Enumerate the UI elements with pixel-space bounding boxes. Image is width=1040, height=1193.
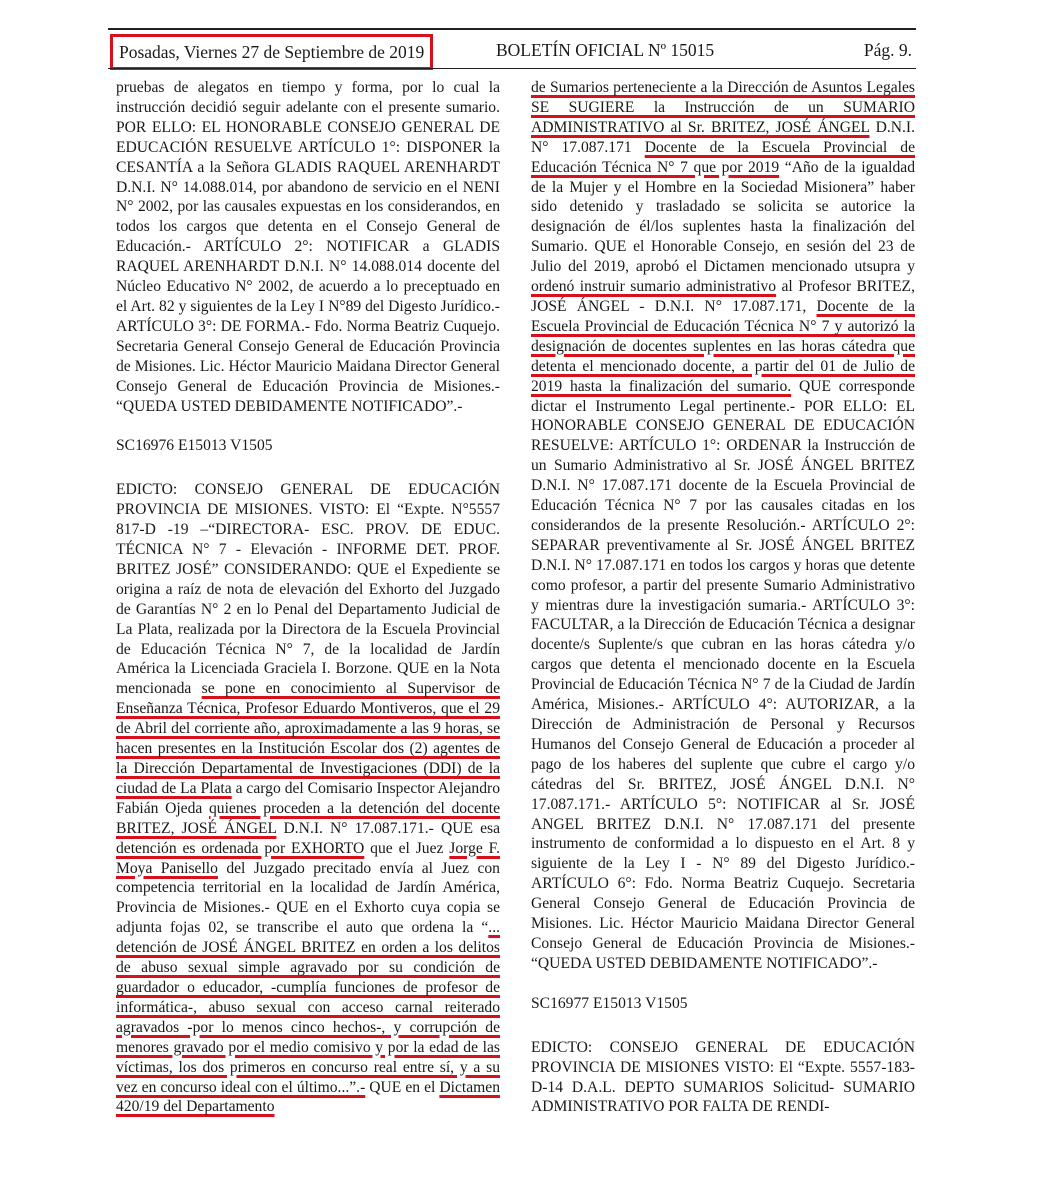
header-bulletin-title: BOLETÍN OFICIAL Nº 15015 <box>496 40 715 60</box>
body-text: “Año de la igualdad de la Mujer y el Hombre en la Sociedad Misionera” haber sido detenido y trasladado se solicita se autorice la designación de él/los suplentes hasta la finalización del Sumario. QUE el Honorable Consejo, en sesión del 23 de Julio del 2019, aprobó el Dictamen mencionado utsupra y <box>531 158 915 276</box>
resolution-paragraph: pruebas de alegatos en tiempo y forma, por lo cual la instrucción decidió seguir adelante con el presente sumario. POR ELLO: EL HONORABLE CONSEJO GENERAL DE EDUCACIÓN RESUELVE ARTÍCULO 1°: DISPONER la CESANTÍA a la Señora GLADIS RAQUEL ARENHARDT D.N.I. N° 14.088.014, por abandono de servicio en el NENI N° 2002, por las causales expuestas en los considerandos, en todos los cargos que detenta en el Consejo General de Educación.- ARTÍCULO 2°: NOTIFICAR a GLADIS RAQUEL ARENHARDT D.N.I. N° 14.088.014 docente del Núcleo Educativo N° 2002, de acuerdo a lo preceptuado en el Art. 82 y siguientes de la Ley I N°89 del Digesto Jurídico.- ARTÍCULO 3°: DE FORMA.- Fdo. Norma Beatriz Cuquejo. Secretaria General Consejo General de Educación Provincia de Misiones. Lic. Héctor Mauricio Maidana Director General Consejo General de Educación Provincia de Misiones.- “QUEDA USTED DEBIDAMENTE NOTIFICADO”.- <box>116 79 500 415</box>
document-code: SC16976 E15013 V1505 <box>116 437 273 455</box>
spacer <box>116 456 500 480</box>
body-text: D.N.I. N° 17.087.171.- QUE esa <box>276 819 500 837</box>
header-top-rule <box>108 28 916 30</box>
highlighted-text: ordenó instruir sumario administrativo <box>531 278 777 296</box>
body-text: D.N.I. N° 17.087.171 <box>531 118 916 156</box>
highlighted-text: Docente de la Escuela Provincial de Educación Técnica N° 7 que por 2019 <box>531 138 915 176</box>
header-bottom-rule <box>108 68 916 69</box>
highlighted-text: de Sumarios perteneciente a la Dirección de Asuntos Legales SE SUGIERE la Instrucción de un SUMARIO ADMINISTRATIVO al Sr. BRITEZ, JOSÉ ÁNGEL <box>531 79 915 136</box>
highlighted-text: Jorge F. Moya Panisello <box>116 839 500 877</box>
body-text: a cargo del Comisario Inspector Alejandro Fabián Ojeda <box>116 779 500 817</box>
spacer <box>531 974 915 994</box>
right-column <box>531 78 915 1117</box>
left-column <box>116 78 500 1117</box>
edicto-paragraph <box>116 480 500 1117</box>
highlighted-text: detención es ordenada por EXHORTO <box>116 839 365 857</box>
spacer <box>116 416 500 436</box>
highlighted-text: Docente de la Escuela Provincial de Educación Técnica N° 7 y autorizó la designación de docentes suplentes en las horas cátedra que detenta el mencionado docente, a partir del 01 de Julio de 2019 hasta la finalización del sumario. <box>531 297 915 395</box>
body-text: al Profesor BRITEZ, JOSÉ ÁNGEL - D.N.I. N° 17.087.171, <box>531 278 915 315</box>
body-text: del Juzgado precitado envía al Juez con competencia territorial en la localidad de Jardín América, Provincia de Misiones.- QUE en el Exhorto cuya copia se adjunta fojas 02, se transcribe el auto que ordena la “ <box>116 859 500 937</box>
body-text: QUE en el <box>365 1078 440 1096</box>
highlighted-text: ... detención de JOSÉ ÁNGEL BRITEZ en orden a los delitos de abuso sexual simple agravado por su condición de guardador o educador, -cumplía funciones de profesor de informática-, abuso sexual con acceso carnal reiterado agravados -por lo menos cinco hechos-, y corrupción de menores gravado por el medio comisivo y por la edad de las víctimas, los dos primeros en concurso real entre sí, y a su vez en concurso ideal con el último...”.- <box>116 919 500 1096</box>
body-text: que el Juez <box>364 839 450 857</box>
edicto-paragraph-2: EDICTO: CONSEJO GENERAL DE EDUCACIÓN PROVINCIA DE MISIONES VISTO: El “Expte. 5557-183-D-14 D.A.L. DEPTO SUMARIOS Solicitud- SUMARIO ADMINISTRATIVO POR FALTA DE RENDI- <box>531 1038 915 1116</box>
header-date: Posadas, Viernes 27 de Septiembre de 2019 <box>110 34 433 70</box>
edicto-continuation-paragraph <box>531 78 915 974</box>
body-text: QUE corresponde dictar el Instrumento Legal pertinente.- POR ELLO: EL HONORABLE CONSEJO GENERAL DE EDUCACIÓN RESUELVE: ARTÍCULO 1°: ORDENAR la Instrucción de un Sumario Administrativo al Sr. JOSÉ ÁNGEL BRITEZ D.N.I. N° 17.087.171 docente de la Escuela Provincial de Educación Técnica N° 7 por las causales citadas en los considerandos de la presente Resolución.- ARTÍCULO 2°: SEPARAR preventivamente al Sr. JOSÉ ÁNGEL BRITEZ D.N.I. N° 17.087.171 en todos los cargos y horas que detente como profesor, a partir del presente Sumario Administrativo y mientras dure la investigación sumaria.- ARTÍCULO 3°: FACULTAR, a la Dirección de Educación Técnica a designar docente/s Suplente/s que cubran en las horas cátedra y/o cargos que detenta el mencionado docente en la Escuela Provincial de Educación Técnica N° 7 de la Ciudad de Jardín América, Misiones.- ARTÍCULO 4°: AUTORIZAR, a la Dirección de Administración de Personal y Recursos Humanos del Consejo General de Educación a proceder al pago de los haberes del suplente que cubre el cargo y/o cátedras del Sr. BRITEZ, JOSÉ ÁNGEL D.N.I. N° 17.087.171.- ARTÍCULO 5°: NOTIFICAR al Sr. JOSÉ ANGEL BRITEZ D.N.I. N° 17.087.171 del presente instrumento de conformidad a lo dispuesto en el Art. 8 y siguiente de la Ley I - N° 89 del Digesto Jurídico.- ARTÍCULO 6°: Fdo. Norma Beatriz Cuquejo. Secretaria General Consejo General de Educación Provincia de Misiones. Lic. Héctor Mauricio Maidana Director General Consejo General de Educación Provincia de Misiones.- “QUEDA USTED DEBIDAMENTE NOTIFICADO”.- <box>531 377 915 972</box>
document-code: SC16977 E15013 V1505 <box>531 994 688 1012</box>
spacer <box>531 1014 915 1038</box>
body-text: EDICTO: CONSEJO GENERAL DE EDUCACIÓN PROVINCIA DE MISIONES. VISTO: El “Expte. N°5557 817-D -19 –“DIRECTORA- ESC. PROV. DE EDUC. TÉCNICA N° 7 - Elevación - INFORME DET. PROF. BRITEZ JOSÉ” CONSIDERANDO: QUE el Expediente se origina a raíz de nota de elevación del Exhorto del Juzgado de Garantías N° 2 en lo Penal del Departamento Judicial de La Plata, realizada por la Directora de la Escuela Provincial de Educación Técnica N° 7, de la localidad de Jardín América la Licenciada Graciela I. Borzone. QUE en la Nota mencionada <box>116 481 500 698</box>
highlighted-text: Dictamen 420/19 del Departamento <box>116 1078 500 1116</box>
page-header <box>108 24 916 68</box>
highlighted-text: se pone en conocimiento al Supervisor de Enseñanza Técnica, Profesor Eduardo Montiveros, que el 29 de Abril del corriente año, aproximadamente a las 9 horas, se hacen presentes en la Institución Escolar dos (2) agentes de la Dirección Departamental de Investigaciones (DDI) de la ciudad de La Plata <box>116 680 500 797</box>
highlighted-text: quienes proceden a la detención del docente BRITEZ, JOSÉ ÁNGEL <box>116 799 500 837</box>
header-page-number: Pág. 9. <box>863 40 912 60</box>
